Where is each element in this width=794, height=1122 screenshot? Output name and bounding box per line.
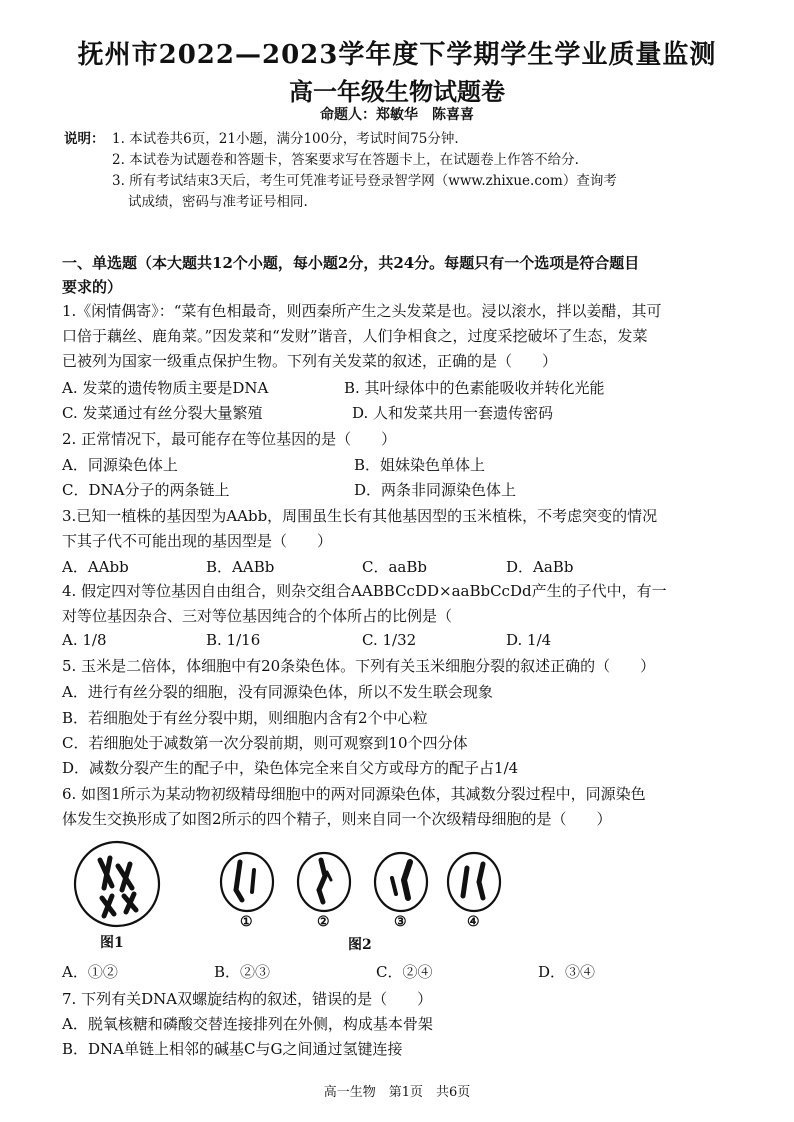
instruction-item: 2. 本试卷为试题卷和答题卡，答案要求写在答题卡上，在试题卷上作答不给分. [112,152,579,168]
option-a: A．进行有丝分裂的细胞，没有同源染色体，所以不发生联会现象 [62,683,493,701]
option-a: A．①② [62,963,118,981]
question-stem: 已被列为国家一级重点保护生物。下列有关发菜的叙述，正确的是（ ） [62,352,558,370]
option-c: C. 发菜通过有丝分裂大量繁殖 [62,404,263,422]
option-d: D. 1/4 [506,631,552,649]
sperm-cell-3 [372,850,430,914]
instruction-item: 试成绩，密码与准考证号相同. [128,194,308,210]
option-d: D．③④ [538,963,596,981]
question-stem: 3.已知一植株的基因型为AAbb，周围虽生长有其他基因型的玉米植株，不考虑突变的情况 [62,507,658,525]
option-a: A．同源染色体上 [62,456,178,474]
sperm-cell-2 [295,850,353,914]
question-stem: 7. 下列有关DNA双螺旋结构的叙述，错误的是（ ） [62,990,433,1008]
figure-1-label: 图1 [100,935,124,951]
option-b: B. 其叶绿体中的色素能吸收并转化光能 [344,379,605,397]
option-c: C．aaBb [362,558,427,576]
option-d: D．两条非同源染色体上 [354,481,517,499]
question-stem: 口倍于藕丝、鹿角菜。”因发菜和“发财”谐音，人们争相食之，过度采挖破坏了生态，发菜 [62,327,648,345]
cell-label-4: ④ [467,914,480,930]
option-c: C．②④ [376,963,433,981]
option-d: D．AaBb [506,558,574,576]
section-heading: 要求的） [62,278,123,296]
question-stem: 2. 正常情况下，最可能存在等位基因的是（ ） [62,430,397,448]
question-stem: 5. 玉米是二倍体，体细胞中有20条染色体。下列有关玉米细胞分裂的叙述正确的（ ） [62,657,656,675]
option-c: C．若细胞处于减数第一次分裂前期，则可观察到10个四分体 [62,734,468,752]
page-footer: 高一生物 第1页 共6页 [323,1085,471,1100]
exam-authors: 命题人：郑敏华 陈喜喜 [320,107,474,123]
option-c: C．DNA分子的两条链上 [62,481,230,499]
sperm-cell-1 [218,850,276,914]
option-b: B．若细胞处于有丝分裂中期，则细胞内含有2个中心粒 [62,709,428,727]
instructions-label: 说明： [64,131,105,147]
instruction-item: 1. 本试卷共6页，21小题，满分100分，考试时间75分钟. [112,131,459,147]
sperm-cell-4 [445,850,503,914]
exam-title: 抚州市2022—2023学年度下学期学生学业质量监测 [77,40,717,70]
instruction-item: 3. 所有考试结束3天后，考生可凭准考证号登录智学网（www.zhixue.com）查询考 [112,173,617,189]
question-stem: 下其子代不可能出现的基因型是（ ） [62,532,333,550]
question-stem: 6. 如图1所示为某动物初级精母细胞中的两对同源染色体，其减数分裂过程中，同源染色 [62,785,646,803]
option-a: A．脱氧核糖和磷酸交替连接排列在外侧，构成基本骨架 [62,1015,433,1033]
option-b: B．AABb [206,558,275,576]
option-c: C. 1/32 [362,631,417,649]
option-a: A. 1/8 [62,631,107,649]
exam-subtitle: 高一年级生物试题卷 [289,77,505,106]
cell-label-3: ③ [394,914,407,930]
question-stem: 体发生交换形成了如图2所示的四个精子，则来自同一个次级精母细胞的是（ ） [62,810,612,828]
figure-1-cell [72,838,162,930]
question-stem: 1.《闲情偶寄》：“菜有色相最奇，则西秦所产生之头发菜是也。浸以滚水，拌以姜醋，其可 [62,302,662,320]
section-heading: 一、单选题（本大题共12个小题，每小题2分，共24分。每题只有一个选项是符合题目 [62,254,640,272]
cell-label-1: ① [240,914,253,930]
cell-label-2: ② [317,914,330,930]
option-b: B．②③ [214,963,271,981]
option-b: B．姐妹染色单体上 [354,456,486,474]
option-b: B．DNA单链上相邻的碱基C与G之间通过氢键连接 [62,1040,403,1058]
option-d: D．减数分裂产生的配子中，染色体完全来自父方或母方的配子占1/4 [62,759,519,777]
question-stem: 4. 假定四对等位基因自由组合，则杂交组合AABBCcDD×aaBbCcDd产生的子代中，有一 [62,582,667,600]
figure-2-label: 图2 [348,937,372,953]
option-d: D. 人和发菜共用一套遗传密码 [352,404,554,422]
question-stem: 对等位基因杂合、三对等位基因纯合的个体所占的比例是（ [62,607,453,625]
option-a: A. 发菜的遗传物质主要是DNA [62,379,269,397]
option-b: B. 1/16 [206,631,261,649]
option-a: A．AAbb [62,558,129,576]
